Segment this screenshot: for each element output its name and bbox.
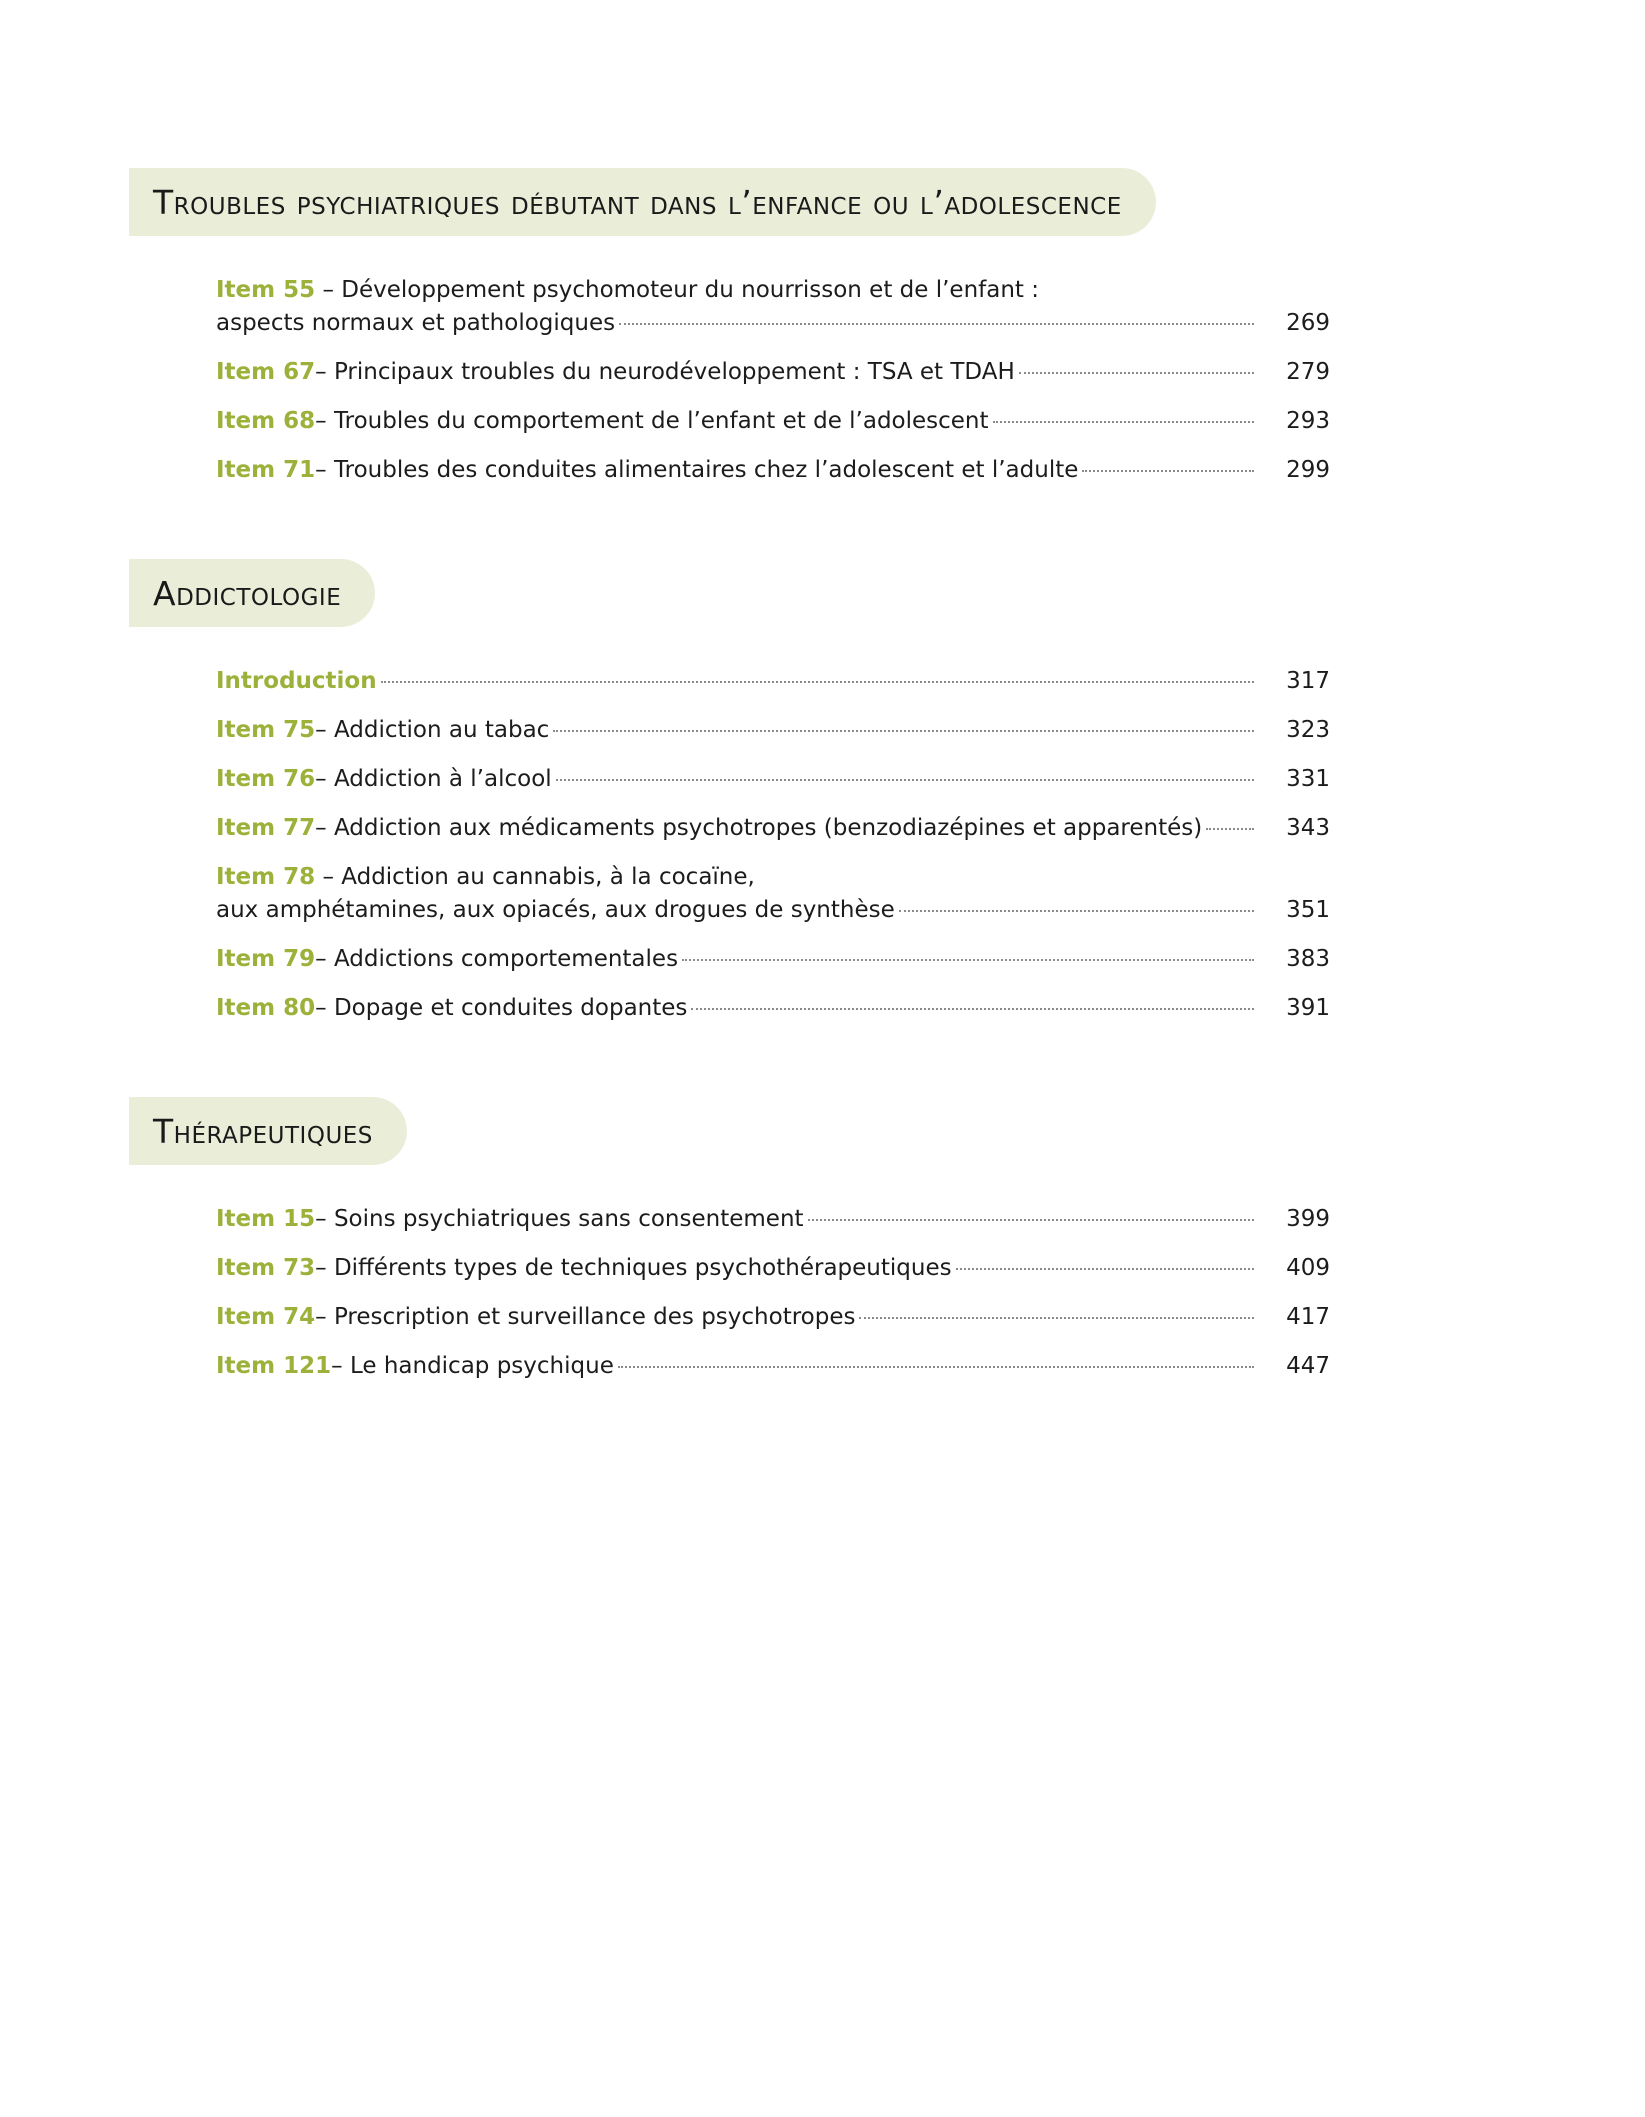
- toc-section-childhood: [0, 168, 1645, 503]
- entry-title-line2: aux amphétamines, aux opiacés, aux drogues de synthèse: [216, 897, 895, 923]
- toc-entry[interactable]: [216, 274, 1330, 340]
- toc-entry[interactable]: [216, 1301, 1330, 1334]
- dot-leader: [1082, 470, 1254, 472]
- toc-entry[interactable]: [216, 943, 1330, 976]
- section-entries: [216, 1203, 1330, 1383]
- item-label: Item 79: [216, 946, 316, 972]
- section-header: [129, 1097, 407, 1165]
- entry-title: – Addiction aux médicaments psychotropes (benzodiazépines et apparentés): [315, 815, 1203, 841]
- toc-entry[interactable]: [216, 356, 1330, 389]
- dot-leader: [381, 681, 1254, 683]
- item-label: Item 76: [216, 766, 316, 792]
- dot-leader: [808, 1219, 1254, 1221]
- entry-title: – Troubles du comportement de l’enfant et de l’adolescent: [315, 408, 989, 434]
- entry-title: – Addiction au tabac: [315, 717, 550, 743]
- dot-leader: [1019, 372, 1254, 374]
- dot-leader: [691, 1008, 1254, 1010]
- item-label: Item 75: [216, 717, 316, 743]
- dot-leader: [619, 323, 1254, 325]
- entry-title: – Différents types de techniques psychothérapeutiques: [315, 1255, 952, 1281]
- page-number: 323: [1286, 717, 1330, 743]
- item-label: Item 67: [216, 359, 316, 385]
- item-label: Item 74: [216, 1304, 316, 1330]
- toc-entry[interactable]: [216, 861, 1330, 927]
- dot-leader: [1206, 828, 1254, 830]
- section-entries: [216, 274, 1330, 487]
- entry-title: – Soins psychiatriques sans consentement: [315, 1206, 804, 1232]
- dot-leader: [993, 421, 1254, 423]
- entry-title: – Le handicap psychique: [331, 1353, 614, 1379]
- item-label: Item 78: [216, 864, 316, 890]
- toc-entry[interactable]: [216, 405, 1330, 438]
- item-label: Item 77: [216, 815, 316, 841]
- item-label: Item 15: [216, 1206, 316, 1232]
- item-label: Item 73: [216, 1255, 316, 1281]
- page-number: 331: [1286, 766, 1330, 792]
- item-label: Introduction: [216, 668, 377, 694]
- page-number: 293: [1286, 408, 1330, 434]
- entry-title: – Prescription et surveillance des psychotropes: [315, 1304, 856, 1330]
- entry-title-line2: aspects normaux et pathologiques: [216, 310, 616, 336]
- toc-entry[interactable]: [216, 992, 1330, 1025]
- toc-entry[interactable]: [216, 714, 1330, 747]
- section-header: [129, 168, 1156, 236]
- item-label: Item 68: [216, 408, 316, 434]
- toc-section-addictologie: [0, 559, 1645, 1041]
- page-number: 391: [1286, 995, 1330, 1021]
- item-label: Item 71: [216, 457, 316, 483]
- dot-leader: [618, 1366, 1254, 1368]
- item-label: Item 80: [216, 995, 316, 1021]
- dot-leader: [956, 1268, 1254, 1270]
- toc-section-therapeutiques: [0, 1097, 1645, 1399]
- page-number: 299: [1286, 457, 1330, 483]
- dot-leader: [556, 779, 1254, 781]
- dot-leader: [859, 1317, 1254, 1319]
- dot-leader: [682, 959, 1254, 961]
- item-label: Item 55: [216, 277, 316, 303]
- page-number: 383: [1286, 946, 1330, 972]
- section-title: Troubles psychiatriques débutant dans l’enfance ou l’adolescence: [153, 182, 1122, 222]
- section-entries: [216, 665, 1330, 1025]
- toc-entry[interactable]: [216, 454, 1330, 487]
- entry-title: – Principaux troubles du neurodéveloppement : TSA et TDAH: [315, 359, 1015, 385]
- dot-leader: [553, 730, 1254, 732]
- entry-title: – Addictions comportementales: [315, 946, 679, 972]
- page-number: 279: [1286, 359, 1330, 385]
- entry-title-line1: – Développement psychomoteur du nourrisson et de l’enfant :: [315, 277, 1039, 303]
- section-title: Addictologie: [153, 573, 342, 613]
- section-title: Thérapeutiques: [153, 1111, 373, 1151]
- toc-entry[interactable]: [216, 1252, 1330, 1285]
- entry-title: – Addiction à l’alcool: [315, 766, 552, 792]
- entry-title-line1: – Addiction au cannabis, à la cocaïne,: [315, 864, 755, 890]
- page-number: 351: [1286, 897, 1330, 923]
- toc-entry[interactable]: [216, 1350, 1330, 1383]
- entry-title: – Troubles des conduites alimentaires chez l’adolescent et l’adulte: [315, 457, 1079, 483]
- page-number: 269: [1286, 310, 1330, 336]
- entry-title: – Dopage et conduites dopantes: [315, 995, 688, 1021]
- dot-leader: [899, 910, 1254, 912]
- toc-entry[interactable]: [216, 665, 1330, 698]
- item-label: Item 121: [216, 1353, 332, 1379]
- page-number: 317: [1286, 668, 1330, 694]
- toc-entry[interactable]: [216, 812, 1330, 845]
- toc-entry[interactable]: [216, 1203, 1330, 1236]
- section-header: [129, 559, 375, 627]
- page-number: 417: [1286, 1304, 1330, 1330]
- page-number: 409: [1286, 1255, 1330, 1281]
- page-number: 343: [1286, 815, 1330, 841]
- page-number: 399: [1286, 1206, 1330, 1232]
- toc-entry[interactable]: [216, 763, 1330, 796]
- page-number: 447: [1286, 1353, 1330, 1379]
